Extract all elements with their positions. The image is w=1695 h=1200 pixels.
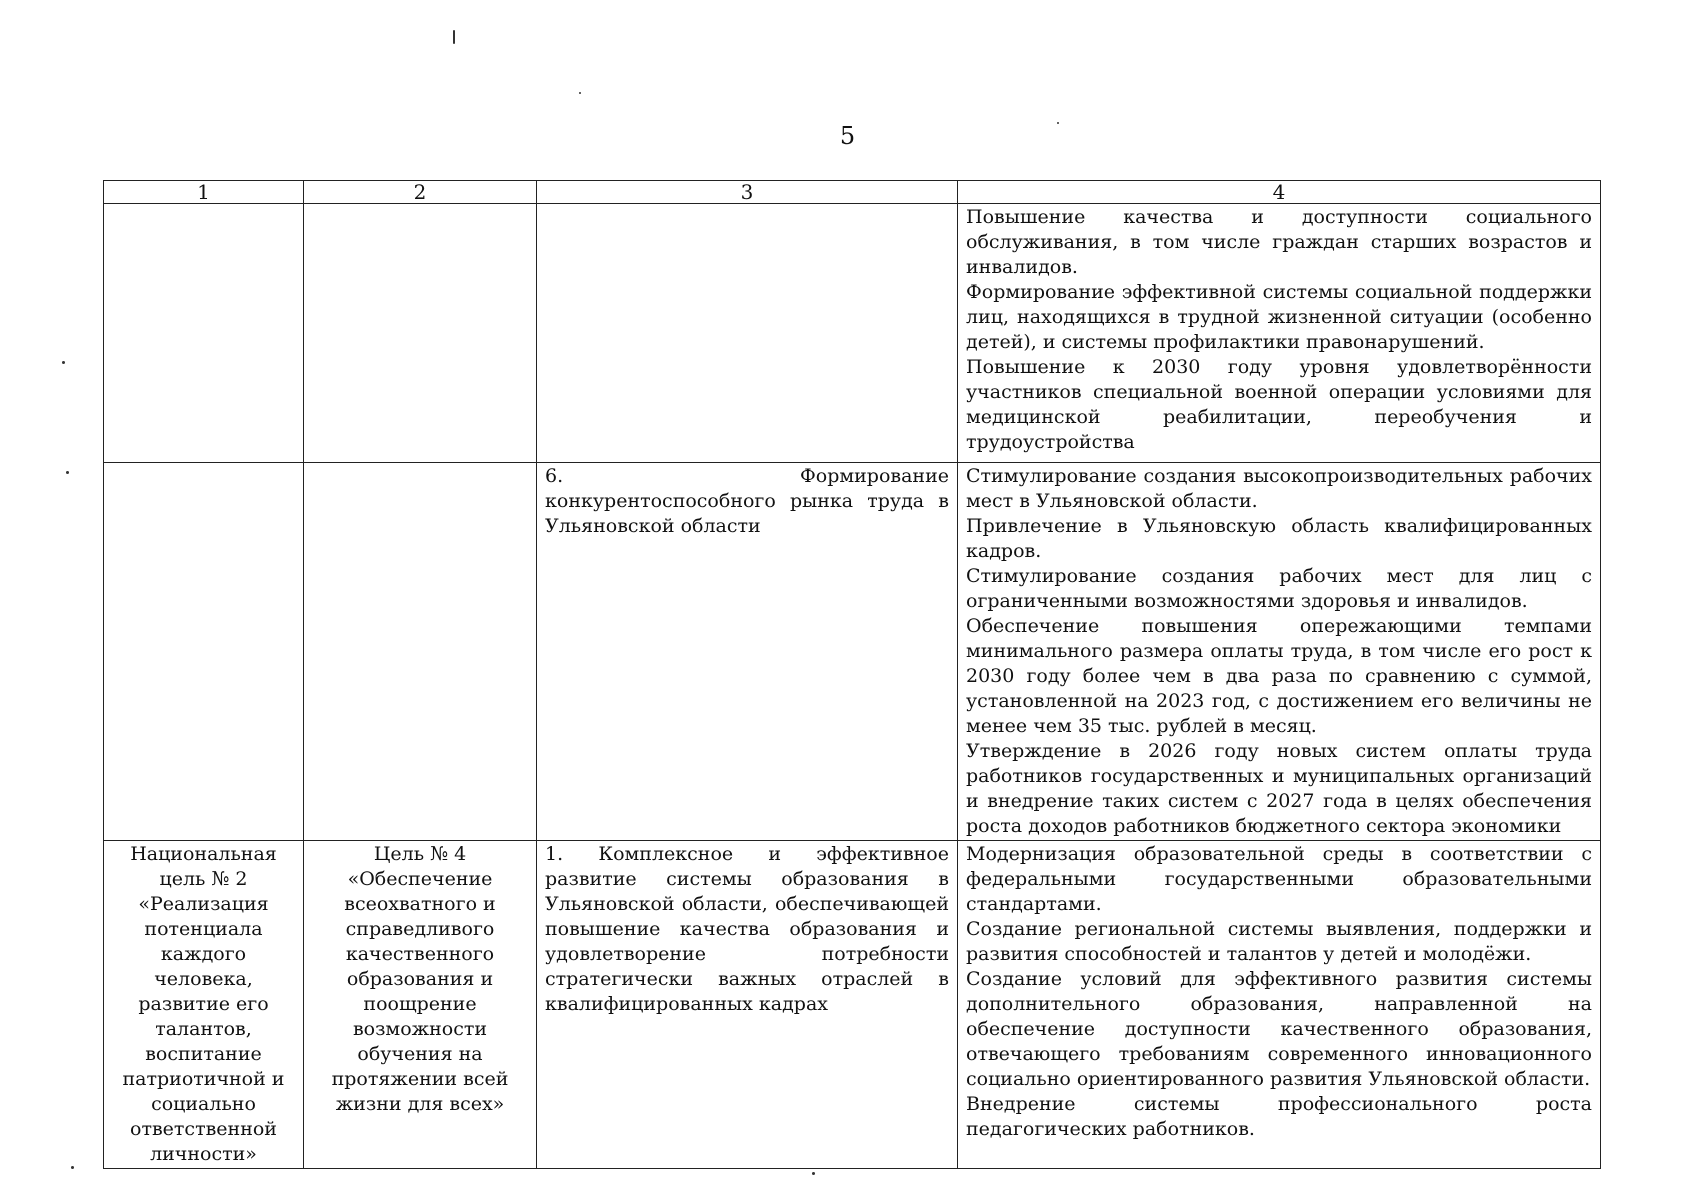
table-row (104, 204, 1601, 463)
row3-col4-cell (958, 841, 1601, 1169)
scan-speck (1057, 122, 1059, 124)
scan-speck (812, 1172, 815, 1175)
page-number: 5 (839, 122, 856, 150)
row1-col2-cell (304, 204, 537, 463)
row2-col4-item: Привлечение в Ульяновскую область квалифицированных кадров. (966, 515, 1592, 562)
table-row (104, 841, 1601, 1169)
header-row (104, 181, 1601, 204)
scan-speck (62, 361, 65, 364)
row3-col3-cell (537, 841, 958, 1169)
header-col-3: 3 (537, 181, 958, 204)
row2-col3-text: 6. Формирование конкурентоспособного рынка труда в Ульяновской области (545, 465, 949, 537)
row3-col4-item: Создание условий для эффективного развития системы дополнительного образования, направленной на обеспечение доступности качественного образования, отвечающего требованиям современного инновационного социально ориентированного развития Ульяновской области. (966, 968, 1592, 1090)
row2-col4-item: Стимулирование создания рабочих мест для лиц с ограниченными возможностями здоровья и инвалидов. (966, 565, 1592, 612)
row3-col4-item: Создание региональной системы выявления, поддержки и развития способностей и талантов у детей и молодёжи. (966, 918, 1592, 965)
document-table (103, 180, 1601, 1169)
table-row (104, 463, 1601, 841)
scan-speck (66, 471, 69, 474)
row2-col1-cell (104, 463, 304, 841)
scan-speck (579, 92, 581, 94)
row1-col3-cell (537, 204, 958, 463)
row2-col4-cell (958, 463, 1601, 841)
row2-col4-item: Обеспечение повышения опережающими темпами минимального размера оплаты труда, в том числе его рост к 2030 году более чем в два раза по сравнению с суммой, установленной на 2023 год, с достижением его величины не менее чем 35 тыс. рублей в месяц. (966, 615, 1592, 737)
row2-col2-cell (304, 463, 537, 841)
row3-col3-text: 1. Комплексное и эффективное развитие системы образования в Ульяновской области, обеспечивающей повышение качества образования и удовлетворение потребности стратегически важных отраслей в квалифицированных кадрах (545, 843, 949, 1015)
row2-col3-cell (537, 463, 958, 841)
row3-col2-cell: Цель № 4 «Обеспечение всеохватного и справедливого качественного образования и поощрение возможности обучения на протяжении всей жизни для всех» (304, 841, 537, 1169)
row1-col4-item: Повышение качества и доступности социального обслуживания, в том числе граждан старших возрастов и инвалидов. (966, 206, 1592, 278)
row1-col4-cell (958, 204, 1601, 463)
row1-col1-cell (104, 204, 304, 463)
row3-col1-cell: Национальная цель № 2 «Реализация потенциала каждого человека, развитие его талантов, воспитание патриотичной и социально ответственной личности» (104, 841, 304, 1169)
scan-speck (453, 30, 455, 44)
row2-col4-item: Стимулирование создания высокопроизводительных рабочих мест в Ульяновской области. (966, 465, 1592, 512)
scan-speck (71, 1166, 74, 1169)
row1-col4-item: Формирование эффективной системы социальной поддержки лиц, находящихся в трудной жизненной ситуации (особенно детей), и системы профилактики правонарушений. (966, 281, 1592, 353)
row1-col4-item: Повышение к 2030 году уровня удовлетворённости участников специальной военной операции условиями для медицинской реабилитации, переобучения и трудоустройства (966, 356, 1592, 453)
row3-col4-item: Внедрение системы профессионального роста педагогических работников. (966, 1093, 1592, 1140)
header-col-2: 2 (304, 181, 537, 204)
header-col-1: 1 (104, 181, 304, 204)
row2-col4-item: Утверждение в 2026 году новых систем оплаты труда работников государственных и муниципальных организаций и внедрение таких систем с 2027 года в целях обеспечения роста доходов работников бюджетного сектора экономики (966, 740, 1592, 837)
row3-col4-item: Модернизация образовательной среды в соответствии с федеральными государственными образовательными стандартами. (966, 843, 1592, 915)
header-col-4: 4 (958, 181, 1601, 204)
